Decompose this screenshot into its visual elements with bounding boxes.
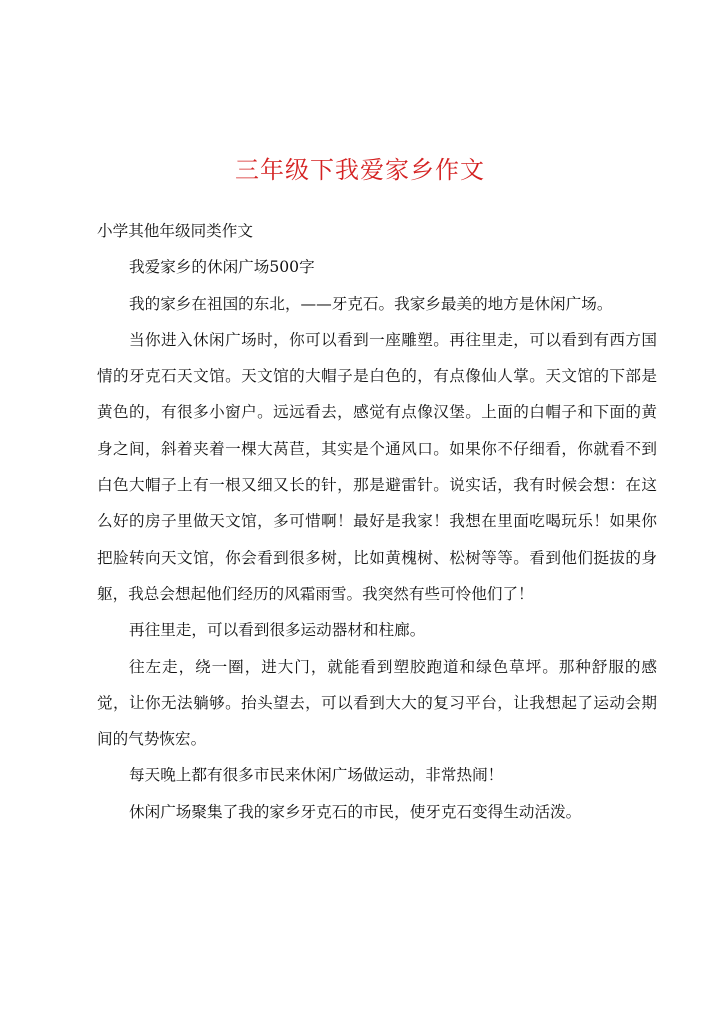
paragraph: 每天晚上都有很多市民来休闲广场做运动，非常热闹！ — [129, 766, 504, 785]
paragraph: 当你进入休闲广场时，你可以看到一座雕塑。再往里走，可以看到有西方国情的牙克石天文馆。天文馆的大帽子是白色的，有点像仙人掌。天文馆的下部是黄色的，有很多小窗户。远远看去，感觉有点像汉堡。上面的白帽子和下面的黄身之间，斜着夹着一棵大莴苣，其实是个通风口。如果你不仔细看，你就看不到白色大帽子上有一根又细又长的针，那是避雷针。说实话，我有时候会想：在这么好的房子里做天文馆，多可惜啊！最好是我家！我想在里面吃喝玩乐！如果你把脸转向天文馆，你会看到很多树，比如黄槐树、松树等等。看到他们挺拔的身躯，我总会想起他们经历的风霜雨雪。我突然有些可怜他们了！ — [97, 330, 657, 603]
category-line: 小学其他年级同类作文 — [97, 222, 253, 240]
paragraph: 再往里走，可以看到很多运动器材和柱廊。 — [129, 621, 426, 640]
paragraph: 往左走，绕一圈，进大门，就能看到塑胶跑道和绿色草坪。那种舒服的感觉，让你无法躺够。抬头望去，可以看到大大的复习平台，让我想起了运动会期间的气势恢宏。 — [97, 657, 657, 749]
essay-heading: 我爱家乡的休闲广场500字 — [129, 258, 315, 277]
document-body — [97, 213, 657, 830]
document-title: 三年级下我爱家乡作文 — [235, 156, 485, 184]
paragraph: 我的家乡在祖国的东北，——牙克石。我家乡最美的地方是休闲广场。 — [129, 294, 613, 313]
paragraph: 休闲广场聚集了我的家乡牙克石的市民，使牙克石变得生动活泼。 — [129, 802, 582, 821]
